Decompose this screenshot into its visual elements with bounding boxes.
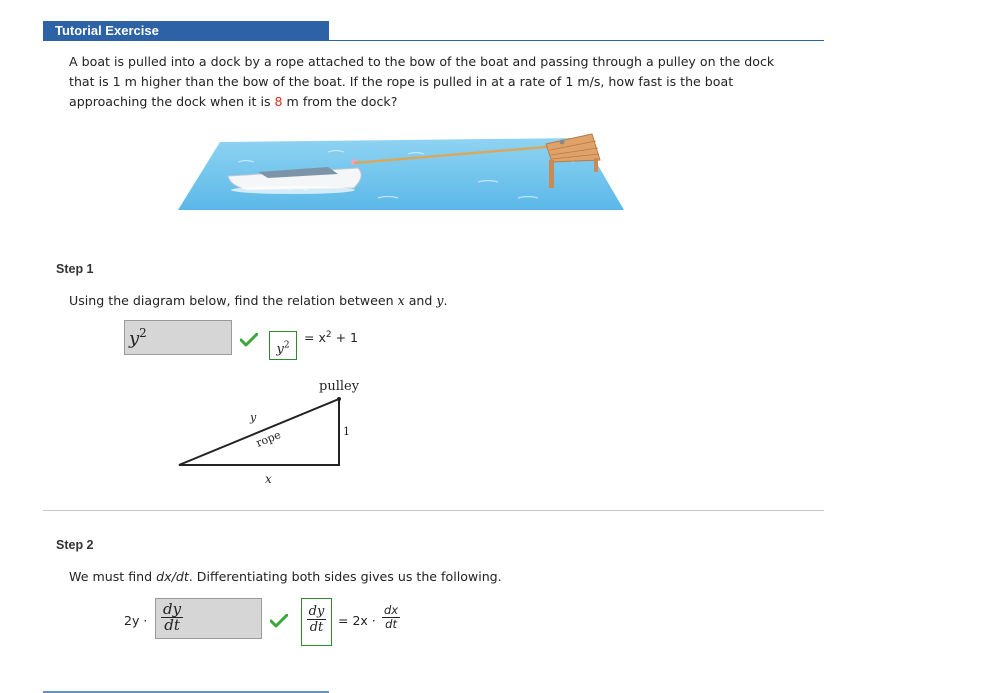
step1-instruction-text: Using the diagram below, find the relation between [69, 293, 398, 308]
diagram-hyp-y-label: y [250, 411, 257, 424]
step2-input-fraction [161, 602, 183, 633]
problem-distance-value: 8 [274, 94, 283, 109]
step2-answer-numerator: dy [308, 604, 325, 619]
step1-var-y: y [436, 293, 444, 308]
step2-instruction-text: We must find [69, 569, 157, 584]
problem-statement [69, 52, 789, 112]
step1-input-exponent: 2 [139, 326, 147, 340]
step1-answer-exponent: 2 [283, 341, 290, 351]
step-divider [43, 510, 824, 511]
step2-correct-answer [301, 598, 332, 646]
problem-text: A boat is pulled into a dock by a rope attached to the bow of the boat and passing through a pulley on the dock that is 1 m higher than the bow of the boat. If the rope is pulled in at a rate of 1 m/s, how fast is the boat approaching the dock when it is [69, 54, 775, 109]
step1-correct-answer [269, 331, 297, 360]
step1-answer-input[interactable] [124, 320, 232, 355]
step2-rhs-fraction [382, 604, 400, 631]
step2-rhs-prefix: = 2x · [338, 613, 376, 628]
step1-instruction-end: . [443, 293, 448, 308]
header-underline [43, 40, 824, 41]
step2-instruction-var: dx/dt [156, 569, 189, 584]
step1-instruction [69, 293, 448, 308]
step1-equation-rest [304, 330, 358, 345]
step1-equation-lhs: = x [304, 330, 326, 346]
problem-text-end: m from the dock? [282, 94, 398, 109]
step1-var-x: x [397, 293, 405, 308]
step2-lhs-prefix: 2y · [124, 613, 148, 628]
step1-label: Step 1 [56, 262, 94, 276]
step2-correct-check-icon [270, 614, 288, 628]
step2-instruction [69, 569, 502, 584]
step2-instruction-end: . Differentiating both sides gives us the following. [188, 569, 502, 584]
diagram-pulley-label: pulley [319, 379, 360, 394]
step1-answer-base: y [276, 342, 284, 358]
step1-input-value [129, 326, 147, 349]
step2-answer-fraction [302, 604, 331, 635]
diagram-x-label: x [265, 472, 272, 486]
diagram-side-label: 1 [343, 425, 350, 438]
tutorial-header-title: Tutorial Exercise [55, 23, 159, 38]
step2-label: Step 2 [56, 538, 94, 552]
step1-instruction-and: and [404, 293, 437, 308]
boat-dock-picture [178, 132, 624, 212]
step2-rhs-numerator: dx [384, 603, 399, 617]
step2-answer-input[interactable] [155, 598, 262, 639]
step2-answer-denominator: dt [309, 620, 324, 635]
step1-input-base: y [129, 328, 140, 349]
step1-equation-tail: + 1 [331, 330, 358, 346]
step2-rhs-denominator: dt [385, 617, 397, 631]
boat-dock-illustration [178, 132, 624, 212]
step1-equation-exponent: 2 [325, 330, 332, 340]
step1-correct-check-icon [240, 333, 258, 347]
triangle-diagram [170, 375, 370, 495]
step2-input-numerator: dy [163, 600, 182, 618]
step2-input-denominator: dt [164, 616, 180, 634]
tutorial-header-tab [43, 21, 329, 41]
diagram-rope-label: rope [254, 428, 283, 450]
